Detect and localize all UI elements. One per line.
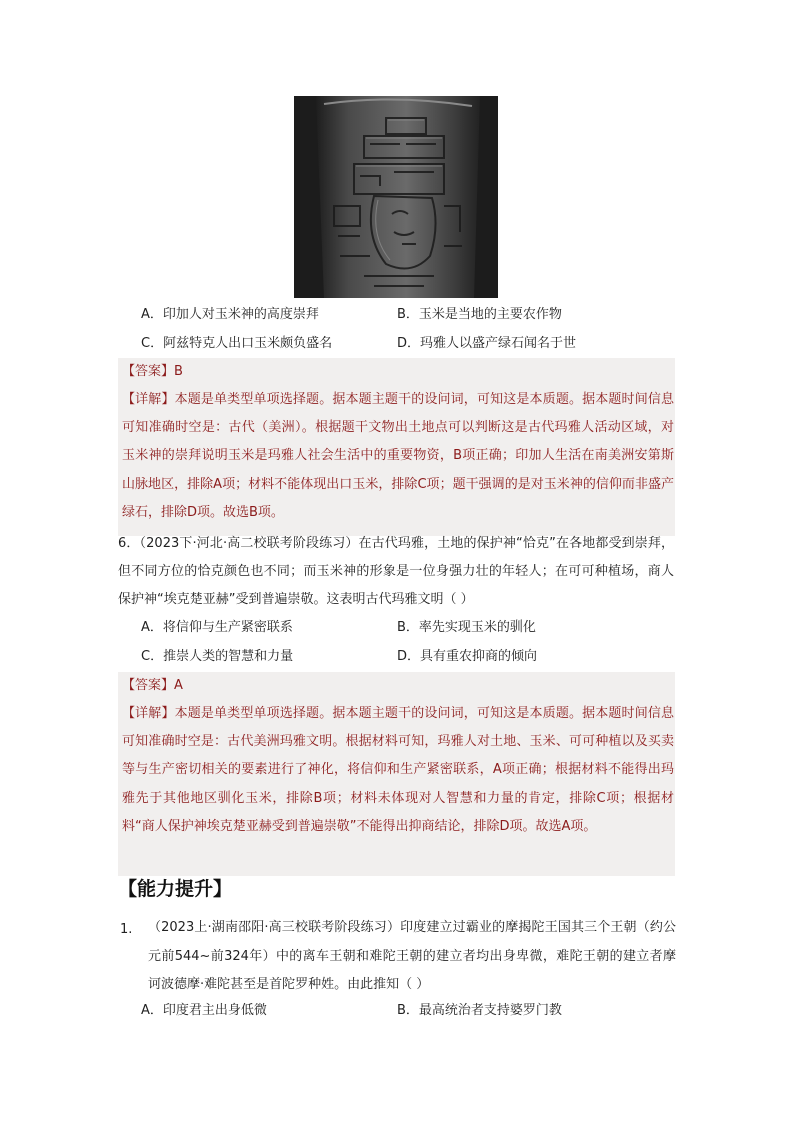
q6-option-c: C．推崇人类的智慧和力量 [141, 649, 294, 664]
q5-explanation: 【详解】本题是单类型单项选择题。据本题主题干的设问词，可知这是本质题。据本题时间信息可知准确时空是：古代（美洲）。根据题干文物出土地点可以判断这是古代玛雅人活动区域，对玉米神的崇拜说明玉米是玛雅人社会生活中的重要物资，B项正确；印加人生活在南美洲安第斯山脉地区，排除A项；材料不能体现出口玉米，排除C项；题干强调的是对玉米神的信仰而非盛产绿石，排除D项。故选B项。 [122, 392, 674, 520]
q6-answer: 【答案】A [122, 678, 183, 693]
q5-option-a: A．印加人对玉米神的高度崇拜 [141, 307, 319, 322]
q6-stem: 6．（2023下·河北·高二校联考阶段练习）在古代玛雅，土地的保护神“恰克”在各地都受到崇拜，但不同方位的恰克颜色也不同；而玉米神的形象是一位身强力壮的年轻人；在可可种植场，商人保护神“埃克楚亚赫”受到普遍崇敬。这表明古代玛雅文明（ ） [118, 536, 674, 608]
q5-option-c: C．阿兹特克人出口玉米颇负盛名 [141, 336, 333, 351]
q6-option-b: B．率先实现玉米的驯化 [397, 620, 536, 635]
q5-option-b: B．玉米是当地的主要农作物 [397, 307, 562, 322]
q1-stem: （2023上·湖南邵阳·高三校联考阶段练习）印度建立过霸业的摩揭陀王国其三个王朝（约公元前544~前324年）中的离车王朝和难陀王朝的建立者均出身卑微，难陀王朝的建立者摩诃波德摩·难陀甚至是首陀罗种姓。由此推知（ ） [148, 920, 676, 992]
q1-option-a: A．印度君主出身低微 [141, 1003, 267, 1018]
q6-explanation: 【详解】本题是单类型单项选择题。据本题主题干的设问词，可知这是本质题。据本题时间信息可知准确时空是：古代美洲玛雅文明。根据材料可知，玛雅人对土地、玉米、可可种植以及买卖等与生产密切相关的要素进行了神化，将信仰和生产紧密联系，A项正确；根据材料不能得出玛雅先于其他地区驯化玉米，排除B项；材料未体现对人智慧和力量的肯定，排除C项；根据材料“商人保护神埃克楚亚赫受到普遍崇敬”不能得出抑商结论，排除D项。故选A项。 [122, 706, 674, 834]
q1-number: 1. [120, 922, 133, 937]
q5-answer: 【答案】B [122, 364, 183, 379]
mayan-jade-carving-photo [294, 96, 498, 298]
jade-carving-image [294, 96, 498, 298]
q1-option-b: B．最高统治者支持婆罗门教 [397, 1003, 562, 1018]
q6-option-a: A．将信仰与生产紧密联系 [141, 620, 293, 635]
q5-option-d: D．玛雅人以盛产绿石闻名于世 [397, 336, 577, 351]
q6-option-d: D．具有重农抑商的倾向 [397, 649, 538, 664]
section-title: 【能力提升】 [118, 878, 233, 900]
